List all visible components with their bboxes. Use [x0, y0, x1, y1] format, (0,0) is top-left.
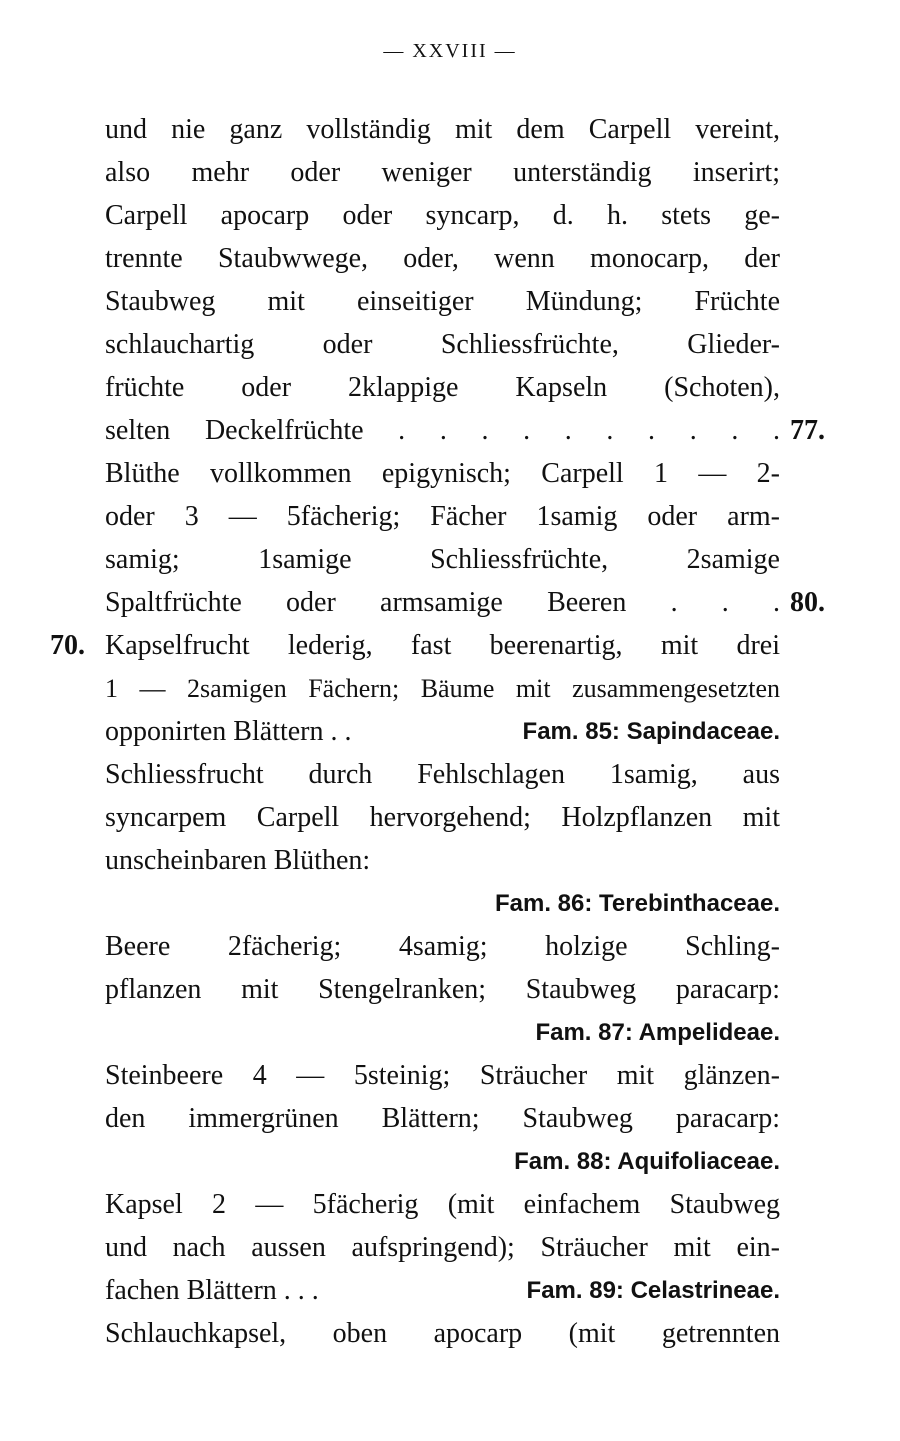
text-line: oder 3 — 5fächerig; Fächer 1samig oder arm- — [105, 501, 780, 532]
family-name: Fam. 85: Sapindaceae. — [522, 718, 780, 745]
text-line: und nach aussen aufspringend); Sträucher mit ein- — [105, 1232, 780, 1263]
family-name: Fam. 89: Celastrineae. — [526, 1277, 780, 1304]
reference-number: 80. — [790, 587, 825, 618]
text-line: schlauchartig oder Schliessfrüchte, Glieder- — [105, 329, 780, 360]
text-line — [105, 1269, 780, 1312]
text-line: 1 — 2samigen Fächern; Bäume mit zusammengesetzten — [105, 674, 780, 703]
text-line: Steinbeere 4 — 5steinig; Sträucher mit glänzen- — [105, 1060, 780, 1091]
text-line: Staubweg mit einseitiger Mündung; Früchte — [105, 286, 780, 317]
text-line: pflanzen mit Stengelranken; Staubweg paracarp: — [105, 974, 780, 1005]
text-fragment: opponirten Blättern . . — [105, 716, 352, 747]
text-line: Carpell apocarp oder syncarp, d. h. stets ge- — [105, 200, 780, 231]
text-line: den immergrünen Blättern; Staubweg paracarp: — [105, 1103, 780, 1134]
text-line: Beere 2fächerig; 4samig; holzige Schling- — [105, 931, 780, 962]
text-line: Spaltfrüchte oder armsamige Beeren . . . — [105, 587, 780, 618]
text-line: also mehr oder weniger unterständig inserirt; — [105, 157, 780, 188]
text-line: und nie ganz vollständig mit dem Carpell vereint, — [105, 114, 780, 145]
text-line: früchte oder 2klappige Kapseln (Schoten), — [105, 372, 780, 403]
entry-number: 70. — [50, 630, 85, 661]
text-line: trennte Staubwwege, oder, wenn monocarp, der — [105, 243, 780, 274]
text-line: selten Deckelfrüchte . . . . . . . . . . — [105, 415, 780, 446]
text-line: Blüthe vollkommen epigynisch; Carpell 1 — 2- — [105, 458, 780, 489]
family-name: Fam. 87: Ampelideae. — [535, 1019, 780, 1046]
text-line: Schlauchkapsel, oben apocarp (mit getrennten — [105, 1318, 780, 1349]
text-line: unscheinbaren Blüthen: — [105, 845, 371, 876]
text-fragment: fachen Blättern . . . — [105, 1275, 319, 1306]
text-line: Schliessfrucht durch Fehlschlagen 1samig, aus — [105, 759, 780, 790]
reference-number: 77. — [790, 415, 825, 446]
text-line: samig; 1samige Schliessfrüchte, 2samige — [105, 544, 780, 575]
text-line: Kapsel 2 — 5fächerig (mit einfachem Staubweg — [105, 1189, 780, 1220]
text-line: Kapselfrucht lederig, fast beerenartig, mit drei — [105, 630, 780, 661]
text-line — [105, 710, 780, 753]
text-line: syncarpem Carpell hervorgehend; Holzpflanzen mit — [105, 802, 780, 833]
page-number: — XXVIII — — [383, 40, 517, 62]
family-name: Fam. 86: Terebinthaceae. — [495, 890, 780, 917]
family-name: Fam. 88: Aquifoliaceae. — [514, 1148, 780, 1175]
